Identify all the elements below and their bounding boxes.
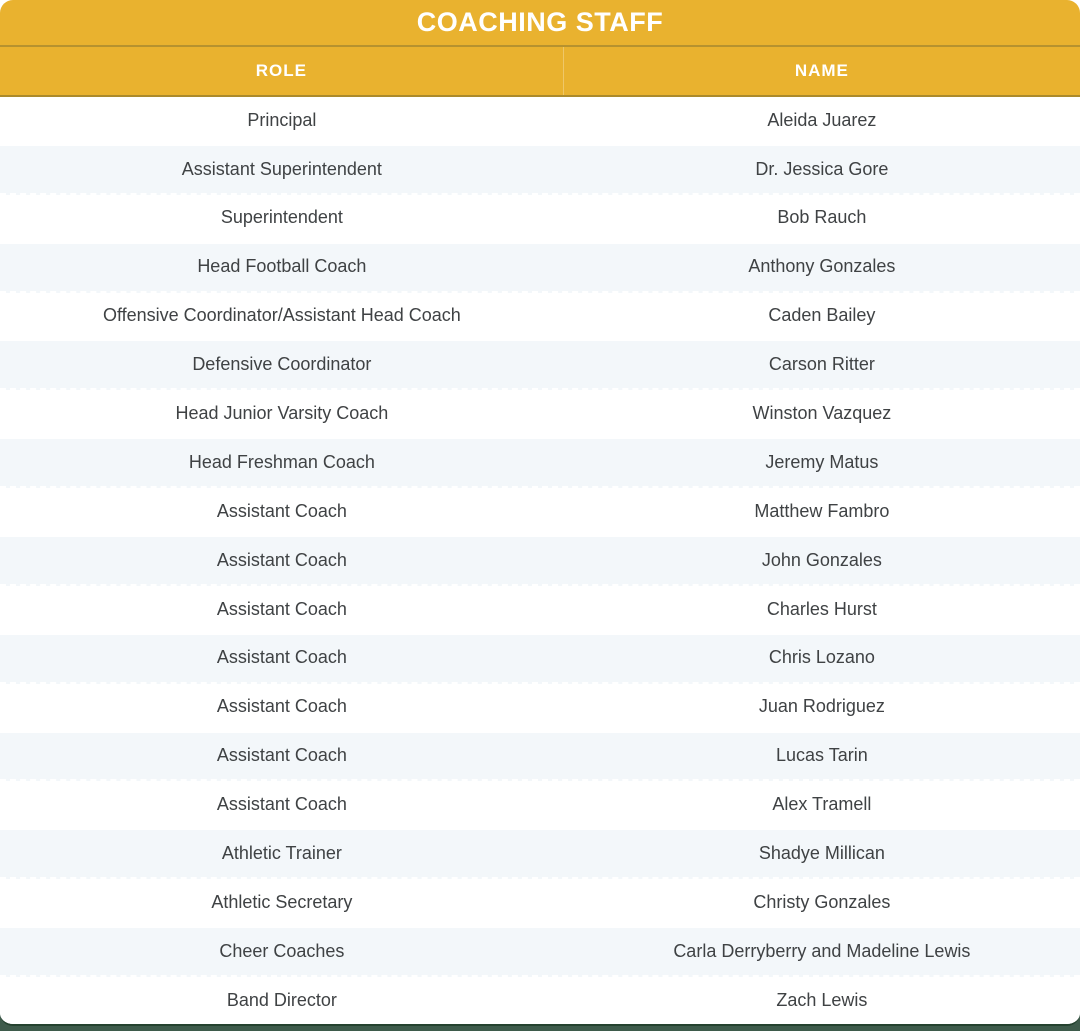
- role-cell: Head Junior Varsity Coach: [175, 402, 389, 423]
- role-cell: Assistant Superintendent: [181, 158, 382, 179]
- role-cell: Athletic Trainer: [221, 843, 342, 863]
- name-cell: Matthew Fambro: [754, 500, 890, 521]
- name-column-header: NAME: [794, 61, 849, 80]
- role-cell: Assistant Coach: [216, 696, 347, 717]
- name-cell: Bob Rauch: [777, 207, 867, 228]
- table-row: [0, 586, 1080, 635]
- name-cell: Chris Lozano: [768, 647, 875, 668]
- table-row: [0, 537, 1080, 586]
- role-cell: Assistant Coach: [216, 647, 347, 668]
- name-cell: Dr. Jessica Gore: [755, 158, 889, 179]
- table-body: [0, 97, 1080, 1024]
- name-cell: Carson Ritter: [768, 354, 875, 375]
- table-row: [0, 293, 1080, 342]
- role-cell: Offensive Coordinator/Assistant Head Coach: [102, 305, 461, 326]
- table-row: [0, 879, 1080, 928]
- role-cell: Defensive Coordinator: [192, 354, 372, 375]
- role-cell: Cheer Coaches: [219, 940, 345, 961]
- name-cell: Carla Derryberry and Madeline Lewis: [673, 940, 971, 961]
- column-header-row: [0, 47, 1080, 97]
- role-cell: Assistant Coach: [216, 549, 347, 570]
- name-cell: Alex Tramell: [772, 794, 872, 815]
- name-cell: Winston Vazquez: [752, 402, 892, 423]
- table-row: [0, 733, 1080, 782]
- name-cell: Lucas Tarin: [776, 745, 868, 766]
- table-row: [0, 97, 1080, 146]
- name-cell: Zach Lewis: [776, 989, 868, 1010]
- role-cell: Band Director: [226, 989, 337, 1010]
- table-row: [0, 439, 1080, 488]
- role-cell: Assistant Coach: [216, 500, 347, 521]
- table-row: [0, 830, 1080, 879]
- table-row: [0, 390, 1080, 439]
- name-cell: Jeremy Matus: [765, 451, 879, 472]
- name-cell: Charles Hurst: [766, 598, 877, 619]
- role-cell: Assistant Coach: [216, 598, 347, 619]
- name-cell: Juan Rodriguez: [758, 696, 885, 717]
- name-cell: Shadye Millican: [758, 843, 885, 863]
- table-row: [0, 244, 1080, 293]
- table-row: [0, 684, 1080, 733]
- table-row: [0, 781, 1080, 830]
- name-cell: Christy Gonzales: [753, 891, 891, 912]
- table-title: COACHING STAFF: [416, 7, 664, 37]
- table-row: [0, 635, 1080, 684]
- table-row: [0, 341, 1080, 390]
- role-cell: Superintendent: [220, 207, 343, 228]
- table-row: [0, 195, 1080, 244]
- role-cell: Athletic Secretary: [211, 891, 353, 912]
- role-cell: Assistant Coach: [216, 794, 347, 815]
- table-row: [0, 488, 1080, 537]
- role-cell: Head Football Coach: [197, 256, 367, 277]
- table-row: [0, 928, 1080, 977]
- name-cell: Aleida Juarez: [767, 109, 877, 130]
- name-cell: John Gonzales: [761, 549, 882, 570]
- role-column-header: ROLE: [0, 47, 564, 95]
- role-cell: Principal: [247, 109, 317, 130]
- table-row: [0, 146, 1080, 195]
- role-cell: Assistant Coach: [216, 745, 347, 766]
- name-cell: Caden Bailey: [768, 305, 876, 326]
- role-cell: Head Freshman Coach: [188, 451, 375, 472]
- name-cell: Anthony Gonzales: [748, 256, 896, 277]
- table-title-bar: [0, 0, 1080, 47]
- table-row: [0, 977, 1080, 1024]
